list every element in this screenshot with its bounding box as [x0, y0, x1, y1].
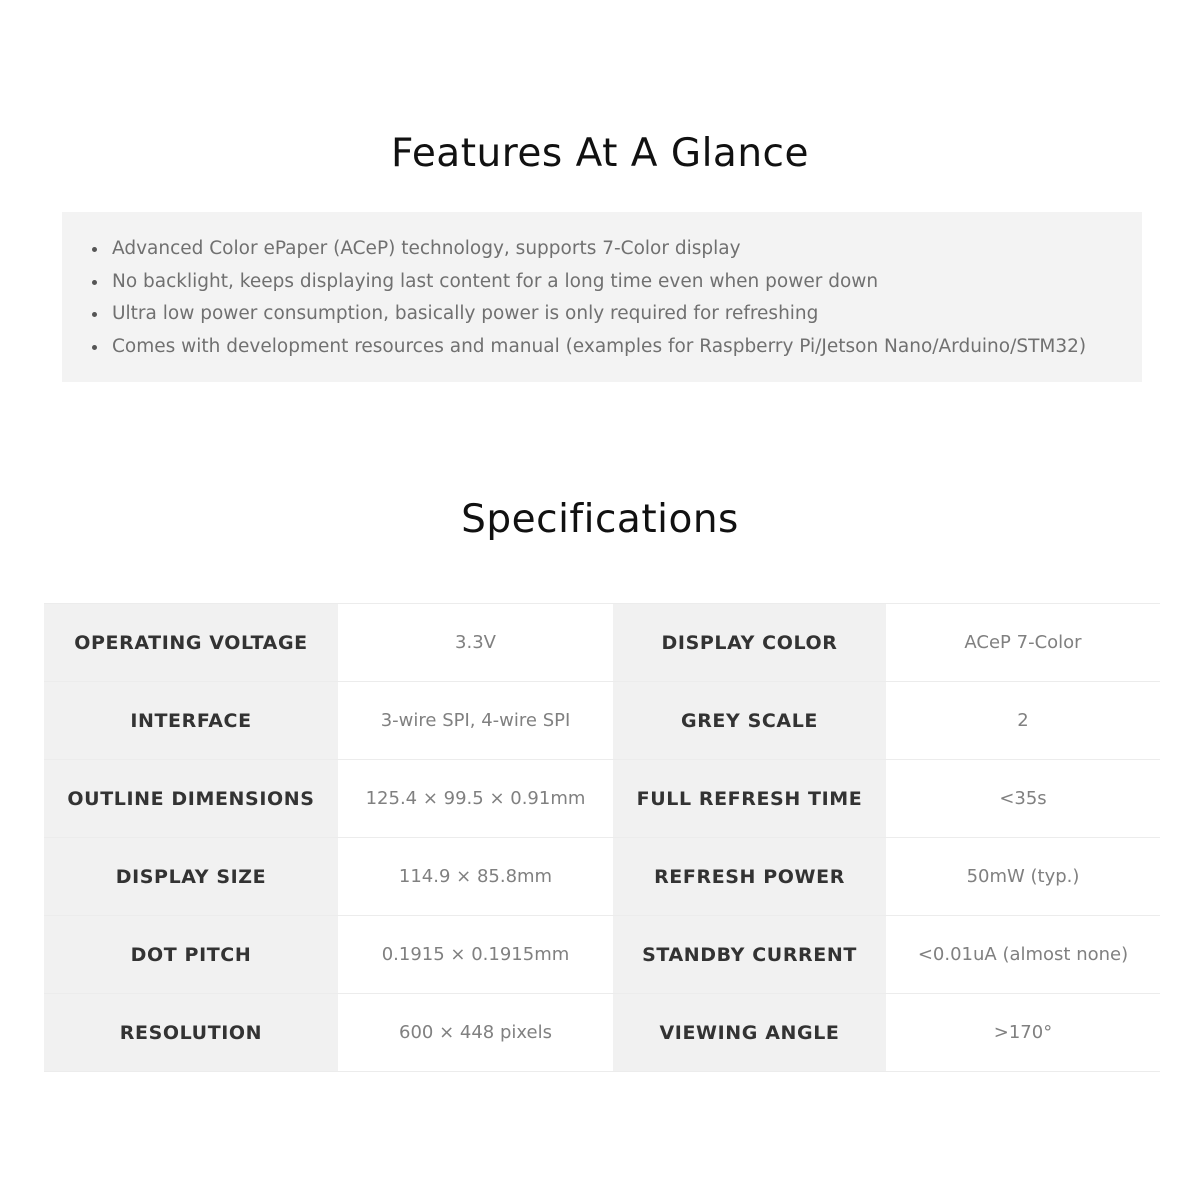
spec-label: OPERATING VOLTAGE — [44, 604, 338, 682]
specifications-table — [44, 603, 1160, 1072]
spec-value: 2 — [886, 682, 1160, 760]
features-list — [90, 233, 1142, 363]
feature-text: Advanced Color ePaper (ACeP) technology, supports 7-Color display — [112, 238, 741, 259]
spec-label: RESOLUTION — [44, 994, 338, 1072]
features-box — [62, 212, 1142, 382]
spec-value: <0.01uA (almost none) — [886, 916, 1160, 994]
feature-text: Ultra low power consumption, basically power is only required for refreshing — [112, 303, 819, 324]
feature-item — [90, 331, 1142, 364]
spec-value: 125.4 × 99.5 × 0.91mm — [338, 760, 613, 838]
spec-label: FULL REFRESH TIME — [613, 760, 886, 838]
spec-label: VIEWING ANGLE — [613, 994, 886, 1072]
spec-value: 600 × 448 pixels — [338, 994, 613, 1072]
spec-value: 0.1915 × 0.1915mm — [338, 916, 613, 994]
table-row — [44, 682, 1160, 760]
spec-label: DOT PITCH — [44, 916, 338, 994]
spec-label: REFRESH POWER — [613, 838, 886, 916]
table-row — [44, 994, 1160, 1072]
spec-label: DISPLAY COLOR — [613, 604, 886, 682]
spec-value: 114.9 × 85.8mm — [338, 838, 613, 916]
spec-value: >170° — [886, 994, 1160, 1072]
spec-label: DISPLAY SIZE — [44, 838, 338, 916]
table-row — [44, 760, 1160, 838]
feature-text: Comes with development resources and manual (examples for Raspberry Pi/Jetson Nano/Arduino/STM32) — [112, 335, 1087, 357]
feature-item — [90, 298, 1142, 331]
spec-value: ACeP 7-Color — [886, 604, 1160, 682]
bullet-icon — [92, 247, 97, 252]
table-row — [44, 604, 1160, 682]
bullet-icon — [92, 280, 97, 285]
spec-value: <35s — [886, 760, 1160, 838]
spec-label: INTERFACE — [44, 682, 338, 760]
spec-label: OUTLINE DIMENSIONS — [44, 760, 338, 838]
spec-label: GREY SCALE — [613, 682, 886, 760]
bullet-icon — [92, 312, 97, 317]
feature-item — [90, 233, 1142, 266]
spec-label: STANDBY CURRENT — [613, 916, 886, 994]
features-heading: Features At A Glance — [391, 131, 809, 176]
feature-item — [90, 266, 1142, 299]
bullet-icon — [92, 345, 97, 350]
spec-value: 3-wire SPI, 4-wire SPI — [338, 682, 613, 760]
spec-value: 3.3V — [338, 604, 613, 682]
table-row — [44, 838, 1160, 916]
specifications-heading: Specifications — [461, 497, 739, 542]
table-row — [44, 916, 1160, 994]
feature-text: No backlight, keeps displaying last content for a long time even when power down — [112, 270, 879, 292]
spec-value: 50mW (typ.) — [886, 838, 1160, 916]
